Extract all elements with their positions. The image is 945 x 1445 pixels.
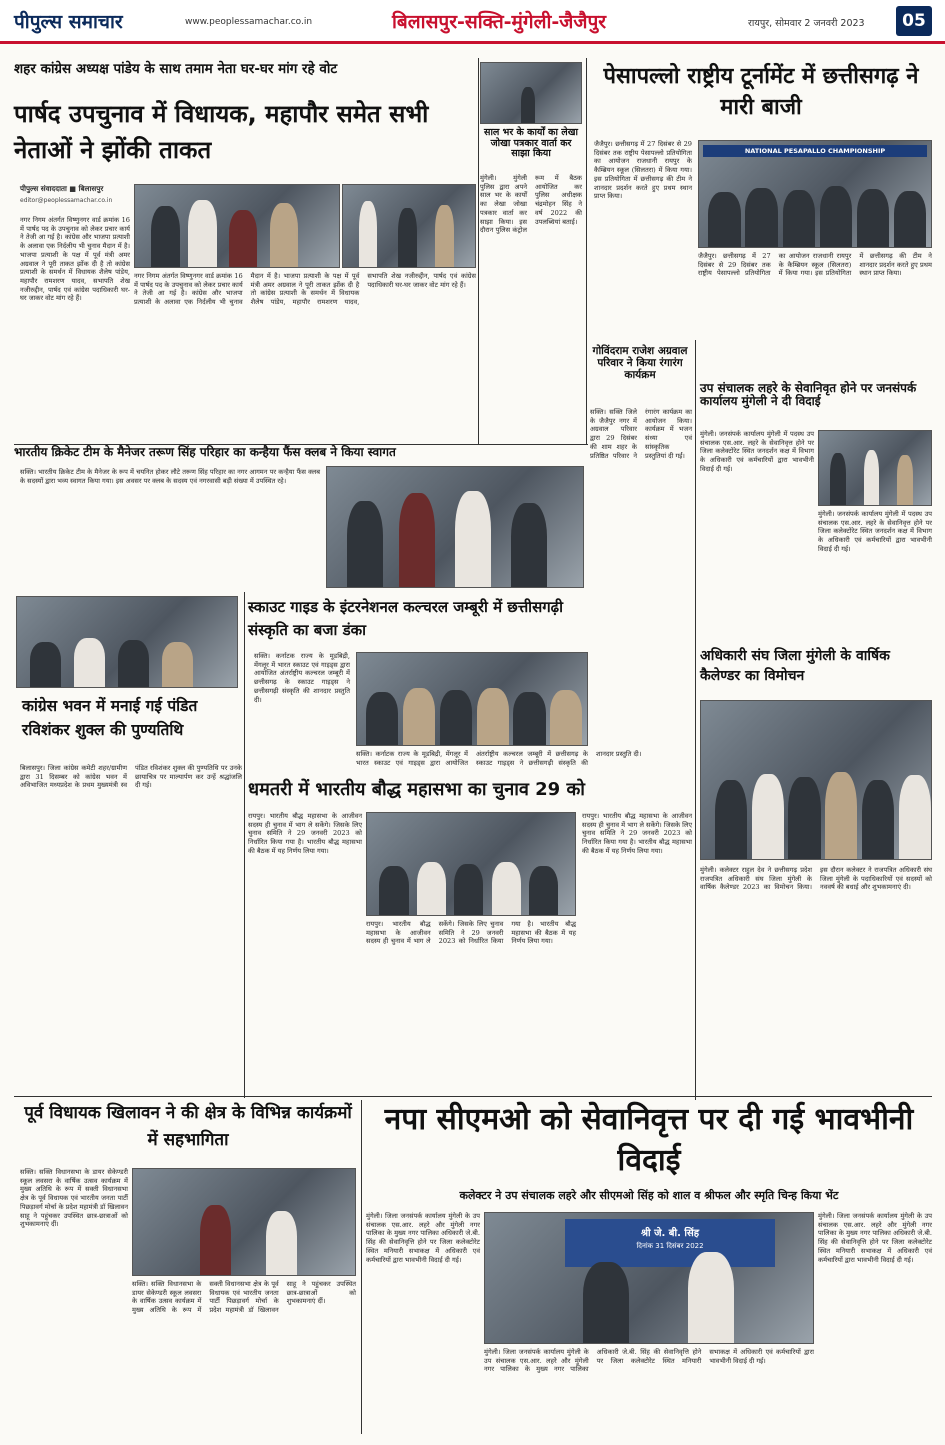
story3-headline-wrap <box>590 62 932 134</box>
story12-headline-wrap <box>366 1100 932 1186</box>
congress-meeting-photo <box>16 596 238 688</box>
story1-photo-2 <box>342 184 476 268</box>
story10-headline: अधिकारी संघ जिला मुंगेली के वार्षिक कैलेण्डर का विमोचन <box>700 648 890 685</box>
story1-body-right: नगर निगम अंतर्गत विष्णुनगर वार्ड क्रमांक 16 में पार्षद पद के उपचुनाव को लेकर प्रचार कार्य ने तेजी आ गई है। कांग्रेस और भाजपा प्रत्याशी के अलावा एक निर्दलीय भी चुनाव मैदान में है। भाजपा प्रत्याशी के पक्ष में पूर्व मंत्री अमर अग्रवाल ने पूरी ताकत झोंक दी है तो कांग्रेस प्रत्याशी के समर्थन में विधायक शैलेष पांडेय, महापौर रामशरण यादव, सभापति शेख नजीरुद्दीन, पार्षद एवं कांग्रेस पदाधिकारी घर-घर जाकर वोट मांग रहे हैं। <box>134 272 476 307</box>
story10-body: मुंगेली। कलेक्टर राहुल देव ने छत्तीसगढ़ प्रदेश राजपत्रित अधिकारी संघ जिला मुंगेली के वार्षिक कैलेण्डर 2023 का विमोचन किया। इस दौरान कलेक्टर ने राजपत्रित अधिकारी संघ जिला मुंगेली के पदाधिकारियों एवं सदस्यों को नववर्ष की बधाई और शुभकामनाएं दी। <box>700 866 932 892</box>
column-rule <box>478 58 479 444</box>
row-rule <box>14 444 588 445</box>
story12-subhead: कलेक्टर ने उप संचालक लहरे और सीएमओ सिंह को शाल व श्रीफल और स्मृति चिन्ह किया भेंट <box>459 1189 839 1202</box>
story1-kicker: शहर कांग्रेस अध्यक्ष पांडेय के साथ तमाम नेता घर-घर मांग रहे वोट <box>14 61 338 77</box>
story10-headline-wrap <box>700 646 932 696</box>
issue-date: रायपुर, सोमवार 2 जनवरी 2023 <box>748 18 865 29</box>
story5-headline: उप संचालक लहरे के सेवानिवृत होने पर जनसंपर्क कार्यालय मुंगेली ने दी विदाई <box>700 381 917 409</box>
story1-email[interactable]: editor@peoplessamachar.co.in <box>20 197 113 204</box>
story5-body: मुंगेली। जनसंपर्क कार्यालय मुंगेली में पदस्थ उप संचालक एस.आर. लहरे के सेवानिवृत्त होने पर जिला कलेक्टोरेट स्थित जनदर्शन कक्ष में विभाग के अधिकारी एवं कर्मचारियों द्वारा भावभीनी विदाई दी गई। <box>700 430 814 473</box>
story4-headline-wrap <box>590 346 690 404</box>
masthead <box>0 0 945 44</box>
story6-headline-wrap <box>14 446 588 464</box>
story5-headline-wrap <box>700 382 932 424</box>
story1-byline-wrap <box>20 184 130 210</box>
story3-body-2: जैजैपुर। छत्तीसगढ़ में 27 दिसंबर से 29 दिसंबर तक राष्ट्रीय पेसापल्लो प्रतियोगिता का आयोजन राजधानी रायपुर के कैम्ब्रियन स्कूल (सिलतरा) में किया गया। इस प्रतियोगिता में छत्तीसगढ़ की टीम ने शानदार प्रदर्शन करते हुए प्रथम स्थान प्राप्त किया। <box>698 252 932 278</box>
story5-body-2: मुंगेली। जनसंपर्क कार्यालय मुंगेली में पदस्थ उप संचालक एस.आर. लहरे के सेवानिवृत्त होने पर जिला कलेक्टोरेट स्थित जनदर्शन कक्ष में विभाग के अधिकारी एवं कर्मचारियों द्वारा भावभीनी विदाई दी गई। <box>818 510 932 553</box>
story9-body-2: रायपुर। भारतीय बौद्ध महासभा के आजीवन सदस्य ही चुनाव में भाग ले सकेंगे। जिसके लिए चुनाव समिति ने 29 जनवरी 2023 को निर्धारित किया गया है। भारतीय बौद्ध महासभा की बैठक में यह निर्णय लिया गया। <box>366 920 576 946</box>
story8-headline: कांग्रेस भवन में मनाई गई पंडित रविशंकर शुक्ल की पुण्यतिथि <box>22 697 198 740</box>
story8-body: बिलासपुर। जिला कांग्रेस कमेटी शहर/ग्रामीण द्वारा 31 दिसम्बर को कांग्रेस भवन में अविभाजित मध्यप्रदेश के प्रथम मुख्यमंत्री स्व पंडित रविशंकर शुक्ल की पुण्यतिथि पर उनके छायाचित्र पर माल्यार्पण कर उन्हें श्रद्धांजलि दी गई। <box>20 764 242 790</box>
story9-headline: धमतरी में भारतीय बौद्ध महासभा का चुनाव 29 को <box>248 779 585 800</box>
story3-photo <box>698 140 932 248</box>
farewell-banner-name: श्री जे. बी. सिंह <box>640 1228 700 1239</box>
story5-photo <box>818 430 932 506</box>
story7-body: सक्ति। कर्नाटक राज्य के मूडबिद्री, मेंगलूर में भारत स्काउट एवं गाइड्स द्वारा आयोजित अंतर्राष्ट्रीय कल्चरल जम्बूरी में छत्तीसगढ़ के स्काउट गाइड्स ने छत्तीसगढ़ी संस्कृति की शानदार प्रस्तुति दी। <box>254 652 350 704</box>
story1-byline: पीपुल्स संवाददाता ■ बिलासपुर <box>20 184 104 193</box>
story1-kicker-wrap <box>14 62 476 84</box>
story7-headline: स्काउट गाइड के इंटरनेशनल कल्चरल जम्बूरी में छत्तीसगढ़ी संस्कृति का बजा डंका <box>248 598 563 640</box>
farewell-banner <box>565 1219 775 1267</box>
story12-body-3: मुंगेली। जिला जनसंपर्क कार्यालय मुंगेली के उप संचालक एस.आर. लहरे और मुंगेली नगर पालिका के मुख्य नगर पालिका अधिकारी जे.बी. सिंह की सेवानिवृत्ति होने पर जिला कलेक्टोरेट स्थित मनियारी सभाकक्ष में अधिकारी एवं कर्मचारियों द्वारा भावभीनी विदाई दी गई। <box>818 1212 932 1264</box>
story1-body-left: नगर निगम अंतर्गत विष्णुनगर वार्ड क्रमांक 16 में पार्षद पद के उपचुनाव को लेकर प्रचार कार्य ने तेजी आ गई है। कांग्रेस और भाजपा प्रत्याशी के अलावा एक निर्दलीय भी चुनाव मैदान में है। भाजपा प्रत्याशी के पक्ष में पूर्व मंत्री अमर अग्रवाल ने पूरी ताकत झोंक दी है तो कांग्रेस प्रत्याशी के समर्थन में विधायक शैलेष पांडेय, महापौर रामशरण यादव, सभापति शेख नजीरुद्दीन, पार्षद एवं कांग्रेस पदाधिकारी घर-घर जाकर वोट मांग रहे हैं। <box>20 216 130 303</box>
website-url[interactable]: www.peoplessamachar.co.in <box>185 17 313 27</box>
story2-headline-wrap <box>480 128 582 170</box>
story11-headline: पूर्व विधायक खिलावन ने की क्षेत्र के विभिन्न कार्यक्रमों में सहभागिता <box>24 1103 352 1151</box>
column-rule <box>361 1100 362 1434</box>
story10-photo <box>700 700 932 860</box>
story2-photo <box>480 62 582 124</box>
story12-body-2: मुंगेली। जिला जनसंपर्क कार्यालय मुंगेली के उप संचालक एस.आर. लहरे और मुंगेली नगर पालिका के मुख्य नगर पालिका अधिकारी जे.बी. सिंह की सेवानिवृत्ति होने पर जिला कलेक्टोरेट स्थित मनियारी सभाकक्ष में अधिकारी एवं कर्मचारियों द्वारा भावभीनी विदाई दी गई। <box>484 1348 814 1374</box>
story9-headline-wrap <box>248 780 688 808</box>
story12-photo <box>484 1212 814 1344</box>
story7-headline-wrap <box>248 596 588 648</box>
story7-body-2: सक्ति। कर्नाटक राज्य के मूडबिद्री, मेंगलूर में भारत स्काउट एवं गाइड्स द्वारा आयोजित अंतर्राष्ट्रीय कल्चरल जम्बूरी में छत्तीसगढ़ के स्काउट गाइड्स ने छत्तीसगढ़ी संस्कृति की शानदार प्रस्तुति दी। <box>356 750 642 767</box>
column-rule <box>586 58 587 444</box>
row-rule <box>14 1096 932 1097</box>
story9-body: रायपुर। भारतीय बौद्ध महासभा के आजीवन सदस्य ही चुनाव में भाग ले सकेंगे। जिसके लिए चुनाव समिति ने 29 जनवरी 2023 को निर्धारित किया गया है। भारतीय बौद्ध महासभा की बैठक में यह निर्णय लिया गया। <box>248 812 362 855</box>
story3-body: जैजैपुर। छत्तीसगढ़ में 27 दिसंबर से 29 दिसंबर तक राष्ट्रीय पेसापल्लो प्रतियोगिता का आयोजन राजधानी रायपुर के कैम्ब्रियन स्कूल (सिलतरा) में किया गया। इस प्रतियोगिता में छत्तीसगढ़ की टीम ने शानदार प्रदर्शन करते हुए प्रथम स्थान प्राप्त किया। <box>594 140 692 201</box>
story6-body: सक्ति। भारतीय क्रिकेट टीम के मैनेजर के रूप में चयनित होकर लौटे तरूण सिंह परिहार का नगर आगमन पर कन्हैया फैंस क्लब के सदस्यों द्वारा भव्य स्वागत किया गया। इस अवसर पर क्लब के सदस्य एवं नगरवासी बड़ी संख्या में उपस्थित रहे। <box>20 468 320 485</box>
newspaper-logo: पीपुल्स समाचार <box>14 11 123 33</box>
story4-body: सक्ति। सक्ति जिले के जैजैपुर नगर में अग्रवाल परिवार द्वारा 29 दिसंबर की शाम शहर के प्रतिष्ठित परिवार ने रंगारंग कार्यक्रम का आयोजन किया। कार्यक्रम में भजन संध्या एवं सांस्कृतिक प्रस्तुतियां दी गईं। <box>590 408 692 460</box>
story1-headline: पार्षद उपचुनाव में विधायक, महापौर समेत सभी नेताओं ने झोंकी ताकत <box>14 100 429 164</box>
story8-headline-wrap <box>22 694 238 760</box>
farewell-banner-date: दिनांक 31 दिसंबर 2022 <box>636 1242 704 1250</box>
story2-body: मुंगेली। मुंगेली पुलिस द्वारा अपने साल भर के कार्यों का लेखा जोखा पत्रकार वार्ता कर साझा किया। इस दौरान पुलिस कंट्रोल रूम में बैठक आयोजित कर पुलिस अधीक्षक चंद्रमोहन सिंह ने वर्ष 2022 की उपलब्धियां बताई। <box>480 174 582 235</box>
story3-headline: पेसापल्लो राष्ट्रीय टूर्नामेंट में छत्तीसगढ़ ने मारी बाजी <box>603 64 919 120</box>
story2-headline: साल भर के कार्यों का लेखा जोखा पत्रकार वार्ता कर साझा किया <box>484 127 578 160</box>
story9-body-3: रायपुर। भारतीय बौद्ध महासभा के आजीवन सदस्य ही चुनाव में भाग ले सकेंगे। जिसके लिए चुनाव समिति ने 29 जनवरी 2023 को निर्धारित किया गया है। भारतीय बौद्ध महासभा की बैठक में यह निर्णय लिया गया। <box>582 812 692 855</box>
story7-photo <box>356 652 588 746</box>
story6-headline: भारतीय क्रिकेट टीम के मैनेजर तरूण सिंह परिहार का कन्हैया फैंस क्लब ने किया स्वागत <box>14 445 396 459</box>
photo-banner: NATIONAL PESAPALLO CHAMPIONSHIP <box>703 145 927 157</box>
page-number: 05 <box>896 6 932 36</box>
column-rule <box>695 340 696 1100</box>
story11-body: सक्ति। सक्ति विधानसभा के डायर सेकेण्डरी स्कूल लवसरा के वार्षिक उत्सव कार्यक्रम में मुख्य अतिथि के रूप में सक्ती विधानसभा क्षेत्र के पूर्व विधायक एवं भारतीय जनता पार्टी पिछड़ावर्ग मोर्चा के प्रदेश महामंत्री डॉ खिलावन साहू ने पहुंचकर उपस्थित छात्र-छात्राओं को शुभकामनाएं दीं। <box>20 1168 128 1229</box>
story9-photo <box>366 812 576 916</box>
column-rule <box>244 592 245 1098</box>
story4-headline: गोविंदराम राजेश अग्रवाल परिवार ने किया रंगारंग कार्यक्रम <box>592 345 688 381</box>
story12-headline: नपा सीएमओ को सेवानिवृत्त पर दी गई भावभीनी विदाई <box>384 1102 914 1178</box>
story6-photo <box>326 466 584 588</box>
story11-headline-wrap <box>20 1100 356 1164</box>
story12-subhead-wrap <box>366 1190 932 1208</box>
story1-photo-1 <box>134 184 340 268</box>
section-title: बिलासपुर-सक्ति-मुंगेली-जैजैपुर <box>392 11 607 33</box>
story1-headline-wrap <box>14 96 476 172</box>
story11-photo <box>132 1168 356 1276</box>
story11-body-2: सक्ति। सक्ति विधानसभा के डायर सेकेण्डरी स्कूल लवसरा के वार्षिक उत्सव कार्यक्रम में मुख्य अतिथि के रूप में सक्ती विधानसभा क्षेत्र के पूर्व विधायक एवं भारतीय जनता पार्टी पिछड़ावर्ग मोर्चा के प्रदेश महामंत्री डॉ खिलावन साहू ने पहुंचकर उपस्थित छात्र-छात्राओं को शुभकामनाएं दीं। <box>132 1280 356 1315</box>
story12-body: मुंगेली। जिला जनसंपर्क कार्यालय मुंगेली के उप संचालक एस.आर. लहरे और मुंगेली नगर पालिका के मुख्य नगर पालिका अधिकारी जे.बी. सिंह की सेवानिवृत्ति होने पर जिला कलेक्टोरेट स्थित मनियारी सभाकक्ष में अधिकारी एवं कर्मचारियों द्वारा भावभीनी विदाई दी गई। <box>366 1212 480 1264</box>
